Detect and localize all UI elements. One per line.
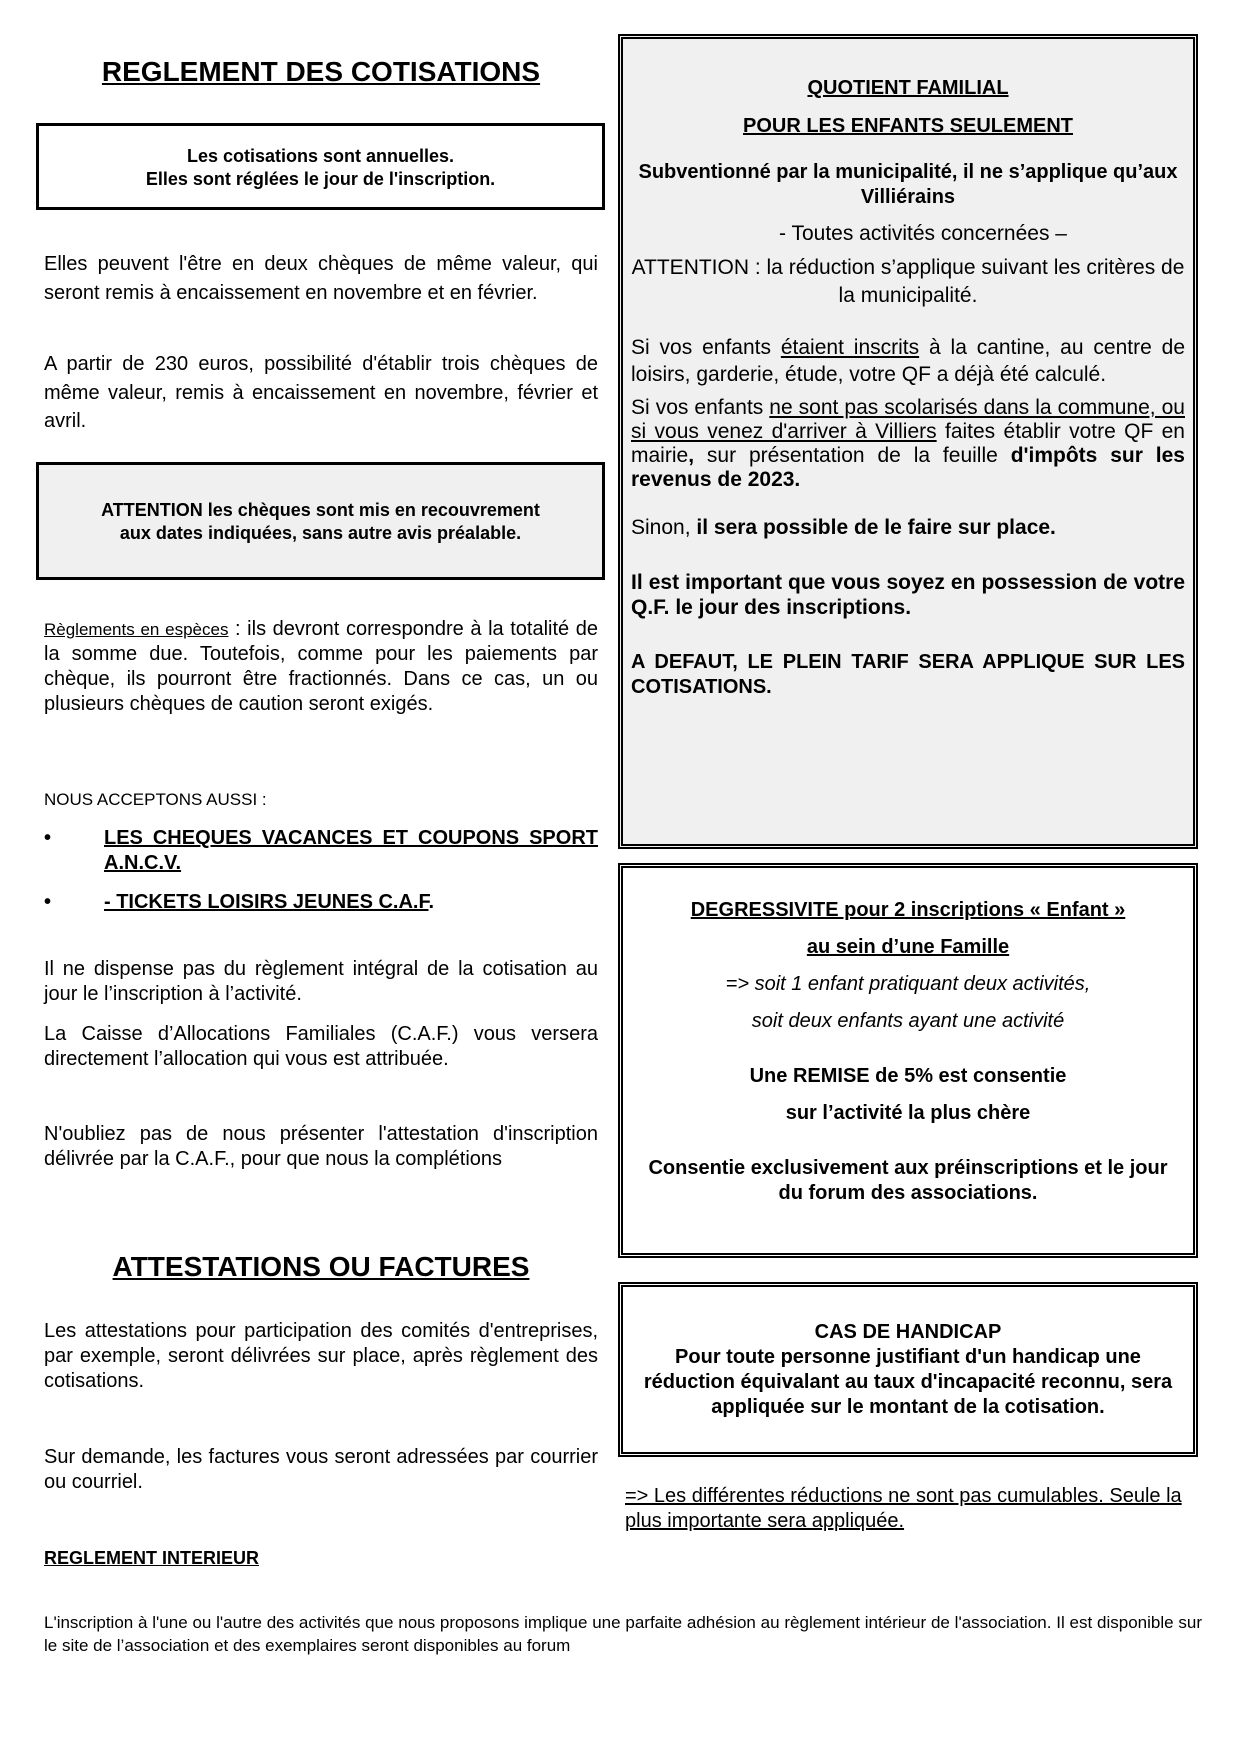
paragraph-attestations: Les attestations pour participation des comités d'entreprises, par exemple, seront délivrées sur place, après règlement des cotisations. [44, 1320, 598, 1392]
handicap-title: CAS DE HANDICAP [814, 1321, 1002, 1343]
list-item [44, 890, 598, 918]
deg-remise: Une REMISE de 5% est consentie [749, 1065, 1067, 1087]
deg-remise: sur l’activité la plus chère [785, 1102, 1031, 1124]
paragraph-230-euros: A partir de 230 euros, possibilité d'établir trois chèques de même valeur, remis à encaissement en novembre, février et avril. [44, 353, 598, 432]
paragraph-caf: La Caisse d’Allocations Familiales (C.A.F.) vous versera directement l’allocation qui vous est attribuée. [44, 1023, 598, 1070]
notice-line: aux dates indiquées, sans autre avis préalable. [119, 523, 522, 543]
text: Si vos enfants [631, 336, 781, 359]
paragraph-especes [44, 617, 598, 717]
text: faites établir votre QF en mairie [631, 420, 1185, 467]
notice-line: Elles sont réglées le jour de l'inscription. [145, 169, 496, 189]
qf-important: Il est important que vous soyez en possession de votre Q.F. le jour des inscriptions. [631, 571, 1185, 619]
qf-inscrits [631, 334, 1185, 388]
section-title-cotisations: REGLEMENT DES COTISATIONS [101, 56, 541, 87]
text-bold: , [688, 444, 695, 467]
text-underlined: étaient inscrits [780, 336, 920, 359]
notice-box-annual [36, 123, 605, 210]
qf-scolarises [631, 396, 1185, 492]
text: Sinon, [631, 516, 697, 539]
paragraph-oubliez: N'oubliez pas de nous présenter l'attestation d'inscription délivrée par la C.A.F., pour que nous la complétions [44, 1123, 598, 1170]
especes-label: Règlements en espèces [44, 620, 229, 639]
text: à la cantine, au centre de loisirs, garderie, étude, votre QF a déjà été calculé. [631, 336, 1185, 386]
text: Si vos enfants [631, 396, 770, 419]
text-underlined: ne sont pas scolarisés dans la commune, ou si vous venez d'arriver à Villiers [631, 396, 1185, 443]
attention-label: ATTENTION [101, 500, 203, 520]
text-bold: d'impôts sur les revenus de 2023. [631, 444, 1185, 491]
text: sur présentation de la feuille [694, 444, 1011, 467]
notice-line: Les cotisations sont annuelles. [186, 146, 455, 166]
box-handicap [618, 1282, 1198, 1457]
paragraph-two-cheques: Elles peuvent l'être en deux chèques de même valeur, qui seront remis à encaissement en novembre et en février. [44, 253, 598, 304]
deg-detail: => soit 1 enfant pratiquant deux activités, [725, 973, 1091, 995]
note-reductions: => Les différentes réductions ne sont pas cumulables. Seule la plus importante sera appliquée. [625, 1485, 1182, 1532]
qf-defaut: A DEFAUT, LE PLEIN TARIF SERA APPLIQUE SUR LES COTISATIONS. [631, 651, 1185, 698]
notice-line [39, 499, 602, 522]
qf-heading: QUOTIENT FAMILIAL [807, 77, 1009, 99]
qf-sinon [631, 514, 1185, 542]
text-bold: il sera possible de le faire sur place. [696, 516, 1056, 539]
deg-detail: soit deux enfants ayant une activité [751, 1010, 1065, 1032]
box-quotient-familial [618, 34, 1198, 849]
paragraph-reglement-interieur: L'inscription à l'une ou l'autre des activités que nous proposons implique une parfaite adhésion au règlement intérieur de l'association. Il est disponible sur le site de l’association et des exemplaires seront disponibles au forum [44, 1613, 1202, 1655]
deg-heading: DEGRESSIVITE pour 2 inscriptions « Enfant » [690, 899, 1126, 921]
attention-text: les chèques sont mis en recouvrement [202, 500, 540, 520]
bullet-icon: • [44, 827, 52, 849]
bullet-icon: • [44, 891, 52, 913]
list-item-suffix: . [428, 891, 435, 913]
list-item-text-wrap [104, 890, 598, 915]
qf-attention: ATTENTION : la réduction s’applique suivant les critères de la municipalité. [631, 256, 1185, 307]
especes-text: : ils devront correspondre à la totalité de la somme due. Toutefois, comme pour les paiements par chèque, ils pourront être fractionnés. Dans ce cas, un ou plusieurs chèques de caution seront exigés. [44, 618, 598, 715]
notice-box-attention [36, 462, 605, 580]
section-title-attestations: ATTESTATIONS OU FACTURES [112, 1251, 530, 1282]
accept-heading: NOUS ACCEPTONS AUSSI : [44, 790, 267, 809]
list-item-text: - TICKETS LOISIRS JEUNES C.A.F [104, 891, 429, 913]
qf-subvention: Subventionné par la municipalité, il ne s’applique qu’aux Villiérains [638, 161, 1178, 208]
qf-subheading: POUR LES ENFANTS SEULEMENT [742, 115, 1074, 137]
paragraph-factures: Sur demande, les factures vous seront adressées par courrier ou courriel. [44, 1446, 598, 1493]
qf-toutes-activites: - Toutes activités concernées – [779, 222, 1067, 245]
deg-subheading: au sein d’une Famille [806, 936, 1010, 958]
section-title-reglement-interieur: REGLEMENT INTERIEUR [44, 1548, 260, 1568]
list-item [44, 826, 598, 878]
list-item-text: LES CHEQUES VACANCES ET COUPONS SPORT A.N.C.V. [104, 827, 598, 874]
box-degressivite [618, 863, 1198, 1258]
paragraph-dispense: Il ne dispense pas du règlement intégral de la cotisation au jour le l’inscription à l’activité. [44, 958, 598, 1005]
deg-consentie: Consentie exclusivement aux préinscriptions et le jour du forum des associations. [648, 1157, 1168, 1204]
handicap-text: Pour toute personne justifiant d'un handicap une réduction équivalant au taux d'incapacité reconnu, sera appliquée sur le montant de la cotisation. [643, 1346, 1173, 1418]
